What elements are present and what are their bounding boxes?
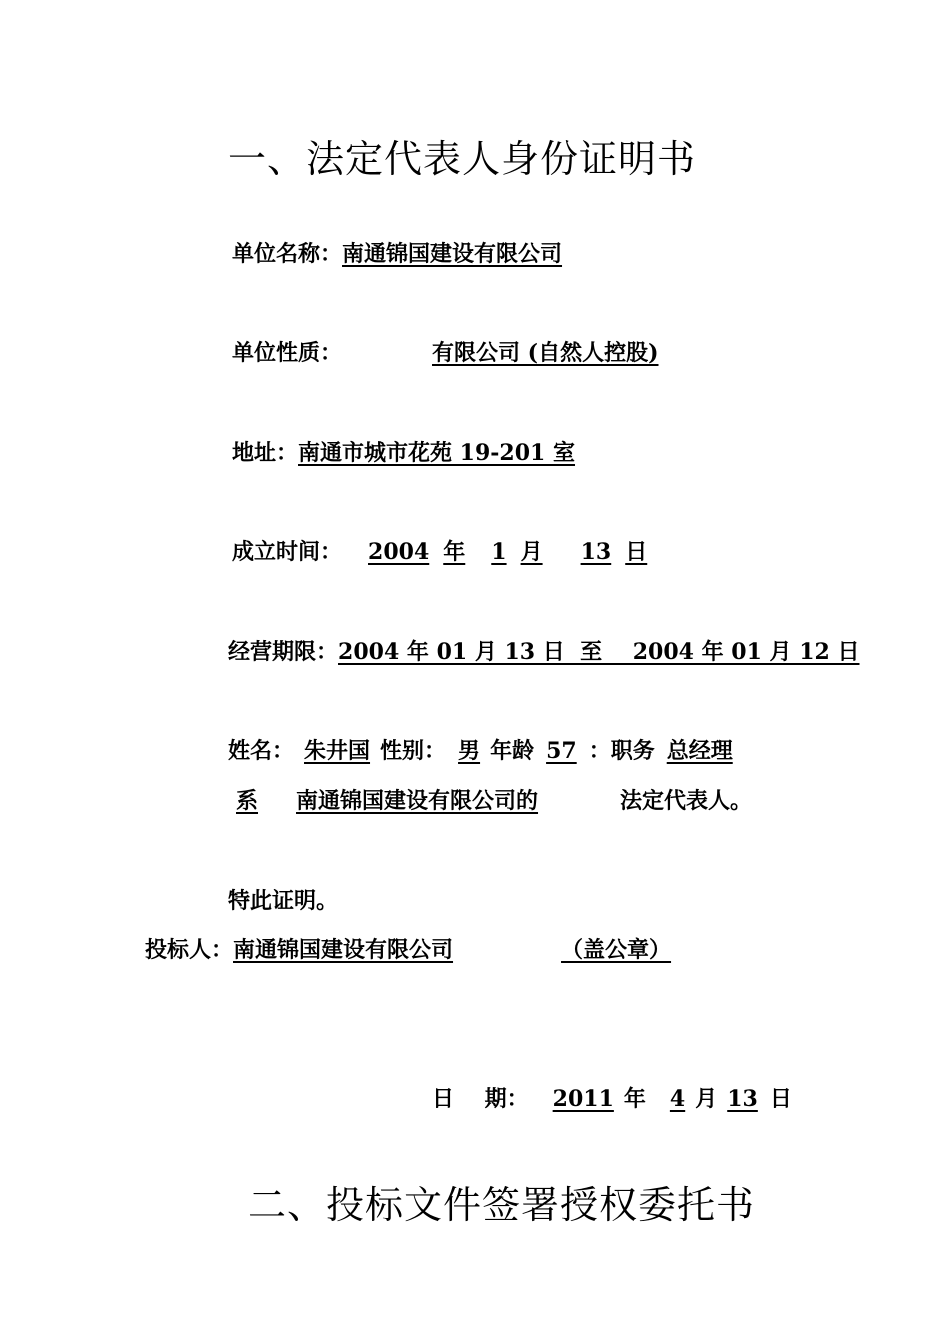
address-value: 南通市城市花苑 19-201 室 (298, 440, 576, 466)
age-text: 57 (546, 738, 577, 764)
person-line2-underlined (228, 788, 620, 814)
term-value: 2004 年 01 月 13 日 至 2004 年 01 月 12 日 (338, 639, 860, 665)
established-value (342, 539, 647, 565)
term-row (228, 635, 860, 666)
line2-suffix: 法定代表人。 (620, 788, 753, 814)
date-year-value (529, 1086, 624, 1112)
title-value (655, 738, 757, 764)
established-year-unit: 年 (443, 539, 466, 565)
established-label: 成立时间： (232, 539, 343, 565)
document-title-2: 二、投标文件签署授权委托书 (248, 1183, 756, 1227)
gender-label: 性别： (380, 738, 447, 764)
established-day: 13 (580, 539, 612, 565)
established-month-unit: 月 (520, 539, 543, 565)
bidder-value (233, 937, 671, 963)
bidder-company: 南通锦国建设有限公司 (233, 937, 454, 963)
date-month-unit: 月 (695, 1086, 718, 1112)
unit-nature-value (342, 340, 658, 366)
date-year: 2011 (552, 1086, 614, 1112)
unit-nature-row (232, 336, 659, 367)
name-value (294, 738, 380, 764)
unit-name-value: 南通锦国建设有限公司 (342, 241, 563, 267)
unit-nature-label: 单位性质： (232, 340, 343, 366)
established-month: 1 (491, 539, 507, 565)
date-label: 日 期： (432, 1086, 529, 1112)
bidder-row (145, 933, 671, 964)
date-row (432, 1082, 792, 1113)
age-value (534, 738, 589, 764)
title-label: ：职务 (588, 738, 655, 764)
date-day-unit: 日 (769, 1086, 792, 1112)
bidder-label: 投标人： (145, 937, 234, 963)
unit-name-label: 单位名称： (232, 241, 343, 267)
person-row-1 (228, 734, 757, 765)
name-text: 朱井国 (304, 738, 371, 764)
unit-name-row (232, 237, 562, 268)
gender-text: 男 (458, 738, 481, 764)
gender-value (446, 738, 490, 764)
line2-company: 南通锦国建设有限公司的 (296, 788, 539, 814)
title-text: 总经理 (666, 738, 733, 764)
person-row-2 (228, 784, 752, 815)
term-label: 经营期限： (228, 639, 339, 665)
established-year: 2004 (368, 539, 430, 565)
unit-nature-text: 有限公司 (自然人控股) (432, 340, 659, 366)
line2-prefix: 系 (236, 788, 259, 814)
established-row (232, 535, 647, 566)
name-label: 姓名： (228, 738, 295, 764)
certify-text: 特此证明。 (228, 888, 339, 914)
date-day: 13 (727, 1086, 758, 1112)
date-year-unit: 年 (623, 1086, 646, 1112)
address-label: 地址： (232, 440, 299, 466)
date-day-value (717, 1086, 770, 1112)
bidder-seal: （盖公章） (561, 937, 672, 963)
address-row (232, 436, 575, 467)
date-month-value (646, 1086, 695, 1112)
date-month: 4 (669, 1086, 686, 1112)
established-day-unit: 日 (625, 539, 648, 565)
document-title-1: 一、法定代表人身份证明书 (228, 137, 697, 181)
age-label: 年龄 (490, 738, 535, 764)
